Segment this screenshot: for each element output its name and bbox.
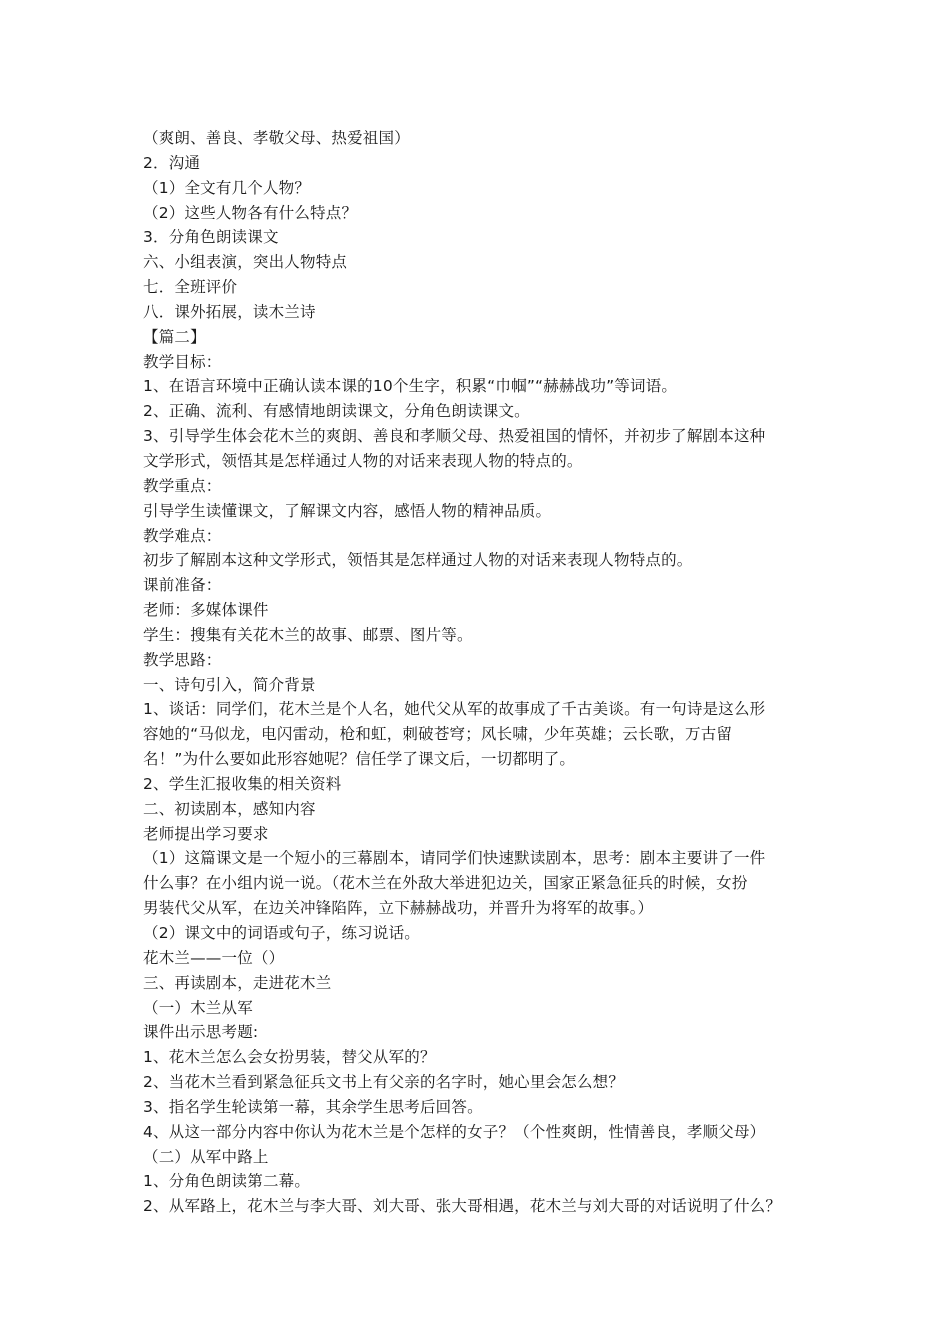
- text-line: 什么事？在小组内说一说。（花木兰在外敌大举进犯边关，国家正紧急征兵的时候，女扮: [143, 874, 748, 893]
- subsection-label: （二）从军中路上: [143, 1147, 269, 1166]
- text-line: 男装代父从军，在边关冲锋陷阵，立下赫赫战功，并晋升为将军的故事。）: [143, 899, 654, 918]
- part-heading: 【篇二】: [143, 327, 206, 346]
- text-line: 1、谈话：同学们，花木兰是个人名，她代父从军的故事成了千古美谈。有一句诗是这么形: [143, 700, 766, 719]
- text-line: （2）这些人物各有什么特点？: [143, 203, 358, 222]
- text-line: 学生：搜集有关花木兰的故事、邮票、图片等。: [143, 625, 473, 644]
- document-body: [143, 126, 828, 1219]
- text-line: 2、从军路上，花木兰与李大哥、刘大哥、张大哥相遇，花木兰与刘大哥的对话说明了什么？: [143, 1197, 782, 1216]
- subsection-label: 教学难点：: [143, 526, 222, 545]
- text-line: 1、在语言环境中正确认读本课的10个生字，积累“巾帼”“赫赫战功”等词语。: [143, 377, 678, 396]
- text-line: 文学形式，领悟其是怎样通过人物的对话来表现人物的特点的。: [143, 451, 583, 470]
- section-heading: 三、再读剧本，走进花木兰: [143, 973, 332, 992]
- subsection-label: 教学目标：: [143, 352, 222, 371]
- text-line: 老师：多媒体课件: [143, 601, 269, 620]
- text-line: 花木兰——一位（）: [143, 948, 285, 967]
- text-line: 1、花木兰怎么会女扮男装，替父从军的？: [143, 1048, 436, 1067]
- text-line: 1、分角色朗读第二幕。: [143, 1172, 311, 1191]
- text-line: 3、指名学生轮读第一幕，其余学生思考后回答。: [143, 1097, 483, 1116]
- text-line: 初步了解剧本这种文学形式，领悟其是怎样通过人物的对话来表现人物特点的。: [143, 551, 693, 570]
- section-heading: 二、初读剧本，感知内容: [143, 799, 316, 818]
- subsection-label: 课前准备：: [143, 576, 222, 595]
- text-line: 2、学生汇报收集的相关资料: [143, 774, 342, 793]
- text-line: 课件出示思考题:: [143, 1023, 259, 1042]
- text-line: （爽朗、善良、孝敬父母、热爱祖国）: [143, 129, 410, 147]
- subsection-label: 教学重点：: [143, 476, 222, 495]
- section-heading: 七．全班评价: [143, 278, 238, 297]
- text-line: （1）这篇课文是一个短小的三幕剧本，请同学们快速默读剧本，思考：剧本主要讲了一件: [143, 849, 766, 868]
- text-line: 老师提出学习要求: [143, 824, 269, 843]
- text-line: （2）课文中的词语或句子，练习说话。: [143, 924, 420, 942]
- section-heading: 一、诗句引入，简介背景: [143, 675, 316, 694]
- text-line: 名！”为什么要如此形容她呢？信任学了课文后，一切都明了。: [143, 750, 576, 769]
- text-line: 3、引导学生体会花木兰的爽朗、善良和孝顺父母、热爱祖国的情怀，并初步了解剧本这种: [143, 427, 766, 446]
- text-line: 2、当花木兰看到紧急征兵文书上有父亲的名字时，她心里会怎么想？: [143, 1073, 625, 1092]
- text-line: （1）全文有几个人物？: [143, 178, 311, 197]
- section-heading: 八．课外拓展，读木兰诗: [143, 302, 316, 321]
- text-line: 4、从这一部分内容中你认为花木兰是个怎样的女子？（个性爽朗，性情善良，孝顺父母）: [143, 1122, 766, 1141]
- text-line: 容她的“马似龙，电闪雷动，枪和虹，刺破苍穹；风长啸，少年英雄；云长歌，万古留: [143, 725, 733, 744]
- section-heading: 六、小组表演，突出人物特点: [143, 253, 348, 272]
- text-line: 引导学生读懂课文，了解课文内容，感悟人物的精神品质。: [143, 501, 552, 520]
- text-line: 2、正确、流利、有感情地朗读课文，分角色朗读课文。: [143, 402, 530, 421]
- text-line: 2．沟通: [143, 153, 201, 172]
- subsection-label: 教学思路：: [143, 650, 222, 669]
- text-line: 3．分角色朗读课文: [143, 228, 279, 247]
- subsection-label: （一）木兰从军: [143, 998, 253, 1017]
